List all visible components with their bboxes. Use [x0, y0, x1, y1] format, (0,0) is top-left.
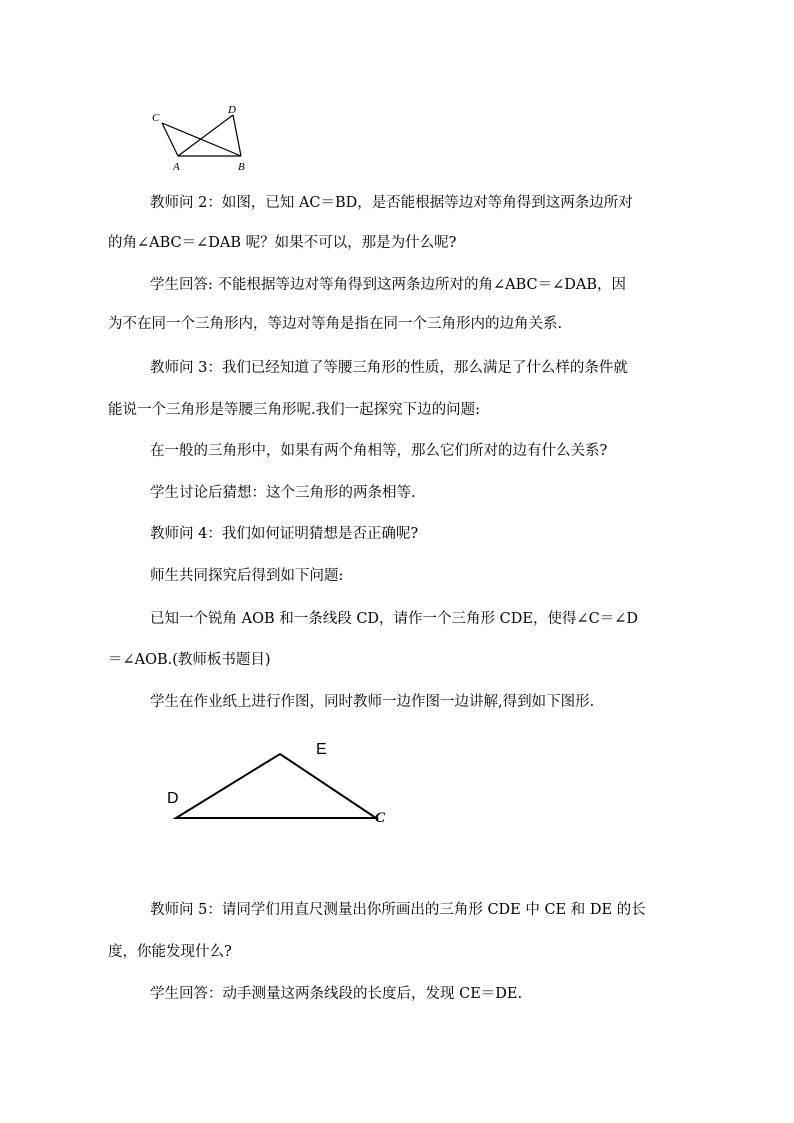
paragraph-drawing: 学生在作业纸上进行作图，同时教师一边作图一边讲解,得到如下图形.: [150, 694, 595, 710]
paragraph-problem-line1: 已知一个锐角 AOB 和一条线段 CD，请作一个三角形 CDE，使得∠C＝∠D: [150, 611, 638, 627]
crossed-triangles-svg: [140, 96, 260, 178]
triangle-cde-svg: [150, 732, 410, 832]
label-c: C: [152, 112, 160, 124]
segment-db: [233, 115, 241, 156]
triangle-cde: [176, 754, 376, 818]
label-d2: D: [167, 790, 179, 807]
paragraph-explore: 师生共同探究后得到如下问题:: [150, 568, 344, 584]
paragraph-teacher-q4: 教师问 4：我们如何证明猜想是否正确呢?: [150, 526, 419, 542]
paragraph-student-answer1-line2: 为不在同一个三角形内，等边对等角是指在同一个三角形内的边角关系.: [108, 316, 563, 332]
segment-ca: [162, 123, 178, 156]
label-c2: C: [375, 810, 386, 826]
figure-crossed-triangles: [140, 96, 260, 178]
paragraph-problem-line2: ＝∠AOB.(教师板书题目): [108, 652, 271, 668]
paragraph-question: 在一般的三角形中，如果有两个角相等，那么它们所对的边有什么关系?: [150, 443, 608, 459]
label-a: A: [173, 161, 180, 173]
label-e: E: [316, 741, 327, 758]
paragraph-teacher-q2-line1: 教师问 2：如图，已知 AC＝BD，是否能根据等边对等角得到这两条边所对: [150, 195, 633, 211]
paragraph-teacher-q5-line2: 度，你能发现什么?: [108, 944, 232, 960]
label-b: B: [238, 161, 245, 173]
paragraph-student-answer1-line1: 学生回答: 不能根据等边对等角得到这两条边所对的角∠ABC＝∠DAB，因: [150, 277, 627, 293]
paragraph-teacher-q3-line1: 教师问 3：我们已经知道了等腰三角形的性质，那么满足了什么样的条件就: [150, 360, 628, 376]
paragraph-teacher-q5-line1: 教师问 5：请同学们用直尺测量出你所画出的三角形 CDE 中 CE 和 DE 的长: [150, 902, 646, 918]
paragraph-teacher-q2-line2: 的角∠ABC＝∠DAB 呢？如果不可以，那是为什么呢?: [108, 235, 457, 251]
paragraph-student-answer2: 学生回答：动手测量这两条线段的长度后，发现 CE＝DE.: [150, 986, 523, 1002]
paragraph-teacher-q3-line2: 能说一个三角形是等腰三角形呢.我们一起探究下边的问题:: [108, 402, 480, 418]
paragraph-student-guess: 学生讨论后猜想：这个三角形的两条相等.: [150, 485, 416, 501]
label-d: D: [228, 104, 236, 116]
figure-triangle-cde: [150, 732, 410, 832]
segment-cb: [162, 123, 241, 156]
